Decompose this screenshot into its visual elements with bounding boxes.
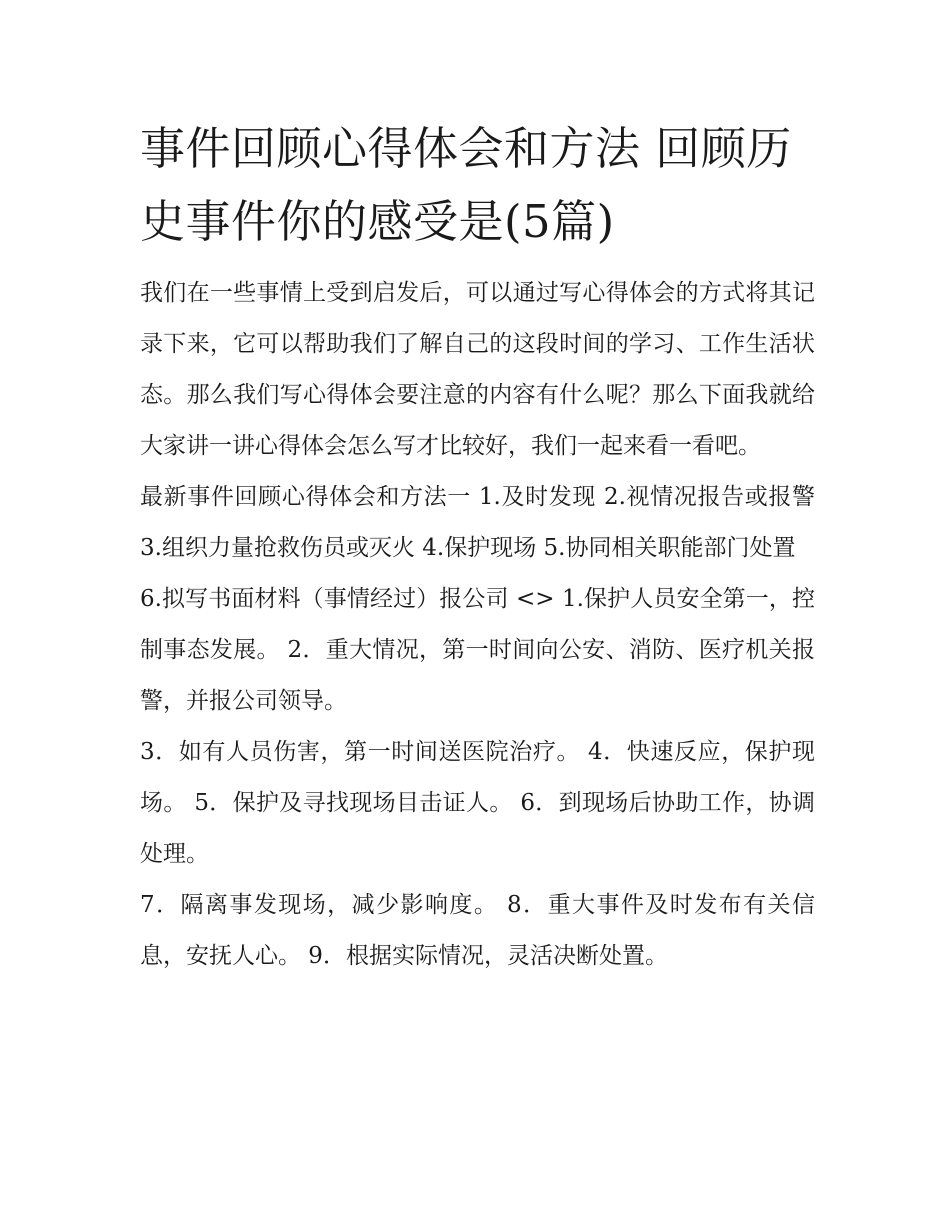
paragraph-intro: 我们在一些事情上受到启发后，可以通过写心得体会的方式将其记录下来，它可以帮助我们了解自己的这段时间的学习、工作生活状态。那么我们写心得体会要注意的内容有什么呢？那么下面我就给大家讲一讲心得体会怎么写才比较好，我们一起来看一看吧。 [140,280,815,459]
paragraph-steps-3: 7．隔离事发现场，减少影响度。 8．重大事件及时发布有关信息，安抚人心。 9．根据实际情况，灵活决断处置。 [140,892,815,969]
document-title: 事件回顾心得体会和方法 回顾历史事件你的感受是(5篇) [140,122,792,248]
paragraph-method-one: 最新事件回顾心得体会和方法一 1.及时发现 2.视情况报告或报警 3.组织力量抢救伤员或灭火 4.保护现场 5.协同相关职能部门处置 [140,484,815,561]
paragraph-steps-1: 6.拟写书面材料（事情经过）报公司 <> 1.保护人员安全第一，控制事态发展。 2．重大情况，第一时间向公安、消防、医疗机关报警，并报公司领导。 [140,586,815,714]
document-body [140,112,815,982]
paragraph-steps-2: 3．如有人员伤害，第一时间送医院治疗。 4．快速反应，保护现场。 5．保护及寻找现场目击证人。 6．到现场后协助工作，协调处理。 [140,739,815,867]
